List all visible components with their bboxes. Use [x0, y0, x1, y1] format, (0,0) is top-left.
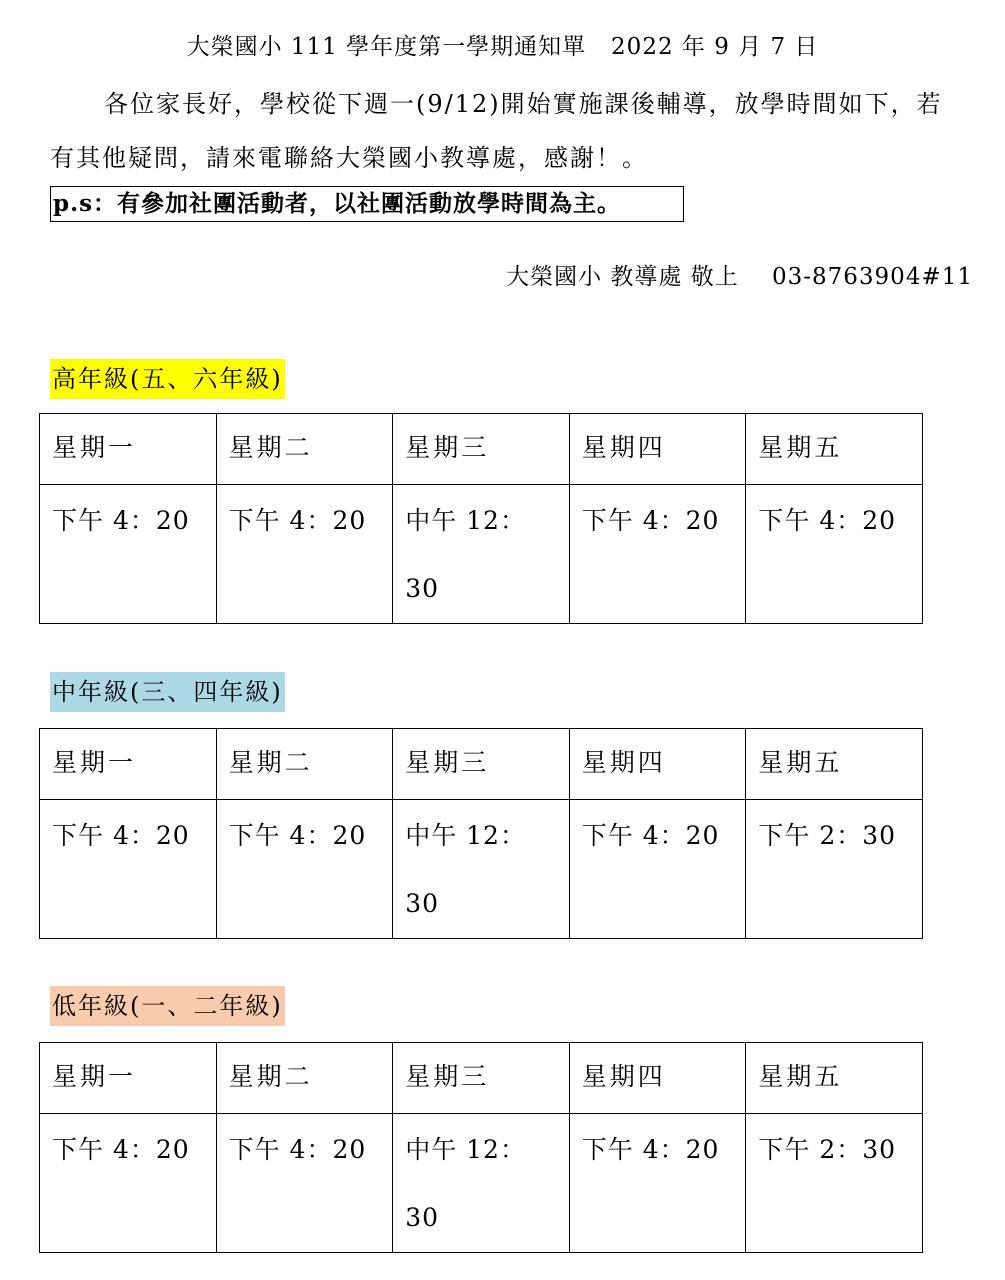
time-cell: 中午 12：30	[405, 821, 526, 918]
time-cell: 下午 4：20	[228, 1135, 367, 1164]
day-cell: 星期二	[216, 414, 393, 485]
time-cell-wrap	[569, 800, 746, 939]
day-cell: 星期三	[393, 729, 570, 800]
day-cell: 星期一	[40, 414, 217, 485]
time-cell-wrap	[216, 800, 393, 939]
club-activity-note: p.s：有參加社團活動者，以社團活動放學時間為主。	[50, 186, 684, 222]
time-cell: 下午 4：20	[581, 506, 720, 535]
day-cell: 星期三	[393, 414, 570, 485]
time-cell: 下午 4：20	[52, 821, 190, 850]
time-cell: 下午 4：20	[52, 506, 190, 535]
table-time-row	[40, 1114, 923, 1253]
time-cell-wrap	[393, 1114, 570, 1253]
table-time-row	[40, 485, 923, 624]
time-cell: 中午 12：30	[405, 1135, 526, 1232]
notice-title: 大榮國小 111 學年度第一學期通知單 2022 年 9 月 7 日	[186, 34, 819, 60]
day-cell: 星期五	[746, 1043, 923, 1114]
time-cell-wrap	[40, 485, 217, 624]
time-cell-wrap	[40, 800, 217, 939]
high-grade-label: 高年級(五、六年級)	[50, 359, 285, 399]
time-cell-wrap	[746, 1114, 923, 1253]
time-cell-wrap	[569, 485, 746, 624]
day-cell: 星期五	[746, 729, 923, 800]
day-cell: 星期一	[40, 1043, 217, 1114]
high-grade-schedule-table	[39, 413, 923, 624]
time-cell-wrap	[216, 485, 393, 624]
day-cell: 星期四	[569, 1043, 746, 1114]
day-cell: 星期二	[216, 1043, 393, 1114]
notice-paragraph-line-1: 各位家長好，學校從下週一(9/12)開始實施課後輔導，放學時間如下，若	[104, 90, 943, 118]
day-cell: 星期二	[216, 729, 393, 800]
table-header-row	[40, 729, 923, 800]
day-cell: 星期四	[569, 414, 746, 485]
day-cell: 星期五	[746, 414, 923, 485]
time-cell-wrap	[40, 1114, 217, 1253]
time-cell: 下午 4：20	[228, 821, 367, 850]
time-cell-wrap	[393, 485, 570, 624]
middle-grade-label: 中年級(三、四年級)	[50, 672, 285, 712]
low-grade-schedule-table	[39, 1042, 923, 1253]
time-cell: 下午 4：20	[228, 506, 367, 535]
time-cell: 中午 12：30	[405, 506, 526, 603]
table-header-row	[40, 414, 923, 485]
time-cell: 下午 2：30	[758, 1135, 897, 1164]
time-cell: 下午 4：20	[52, 1135, 190, 1164]
time-cell: 下午 4：20	[758, 506, 897, 535]
time-cell-wrap	[216, 1114, 393, 1253]
table-time-row	[40, 800, 923, 939]
time-cell-wrap	[746, 485, 923, 624]
low-grade-label: 低年級(一、二年級)	[50, 986, 285, 1026]
day-cell: 星期一	[40, 729, 217, 800]
time-cell-wrap	[569, 1114, 746, 1253]
time-cell-wrap	[746, 800, 923, 939]
day-cell: 星期三	[393, 1043, 570, 1114]
time-cell: 下午 4：20	[581, 821, 720, 850]
notice-paragraph-line-2: 有其他疑問，請來電聯絡大榮國小教導處，感謝！。	[50, 144, 648, 172]
time-cell-wrap	[393, 800, 570, 939]
table-header-row	[40, 1043, 923, 1114]
office-signature: 大榮國小 教導處 敬上 03-8763904#11	[506, 264, 973, 290]
time-cell: 下午 2：30	[758, 821, 897, 850]
time-cell: 下午 4：20	[581, 1135, 720, 1164]
middle-grade-schedule-table	[39, 728, 923, 939]
day-cell: 星期四	[569, 729, 746, 800]
